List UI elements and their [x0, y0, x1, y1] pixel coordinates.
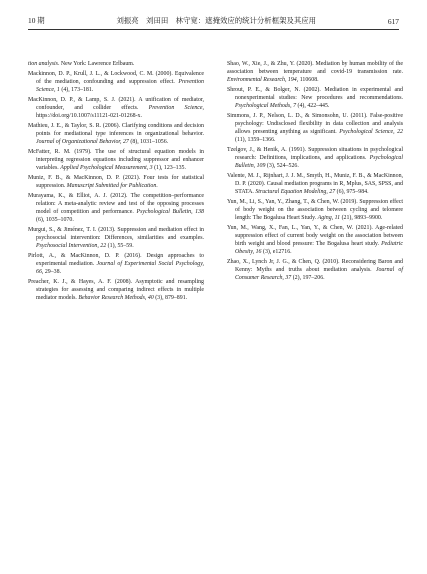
running-header — [28, 12, 399, 26]
reference-entry — [227, 112, 403, 144]
reference-tail: , https://doi.org/10.1007/s11121-021-01268-x. — [36, 105, 204, 120]
issue-number: 10 期 — [28, 16, 45, 25]
reference-source: Journal of Experimental Social Psychology, 66 — [36, 261, 204, 276]
reference-tail: . — [156, 183, 158, 190]
reference-body: Simmons, J. P., Nelson, L. D., & Simonsohn, U. (2011). False-positive psychology: Undisclosed flexibility in data collection and analysis allows presenting anything as significant. — [227, 113, 403, 136]
reference-body: Mackinnon, D. P., Krull, J. L., & Lockwood, C. M. (2000). Equivalence of the mediation, confounding and suppression effect. — [28, 70, 204, 85]
reference-source: tion analysis — [28, 61, 58, 67]
reference-source: Manuscript Submitted for Publication — [66, 183, 157, 190]
reference-source: Psychosocial Intervention, 22 — [36, 243, 107, 250]
reference-entry — [28, 96, 204, 120]
reference-source: Behavior Research Methods, 40 — [78, 295, 154, 302]
page-number: 617 — [387, 17, 399, 26]
reference-source: Applied Psychological Measurement, 3 — [60, 165, 153, 172]
reference-tail: (3), e12716. — [261, 249, 292, 256]
reference-tail: , 29–38. — [41, 269, 62, 276]
reference-entry — [28, 122, 204, 146]
reference-source: Prevention Science, 1 — [36, 78, 204, 94]
reference-tail: . New York: Lawrence Erlbaum. — [57, 61, 135, 67]
reference-tail: (11), 1359–1366. — [235, 137, 276, 144]
reference-column-right — [227, 60, 403, 284]
reference-body: Pirlott, A., & MacKinnon, D. P. (2016). Design approaches to experimental mediation. — [28, 253, 204, 268]
reference-entry — [28, 60, 204, 68]
reference-tail: , 110608. — [296, 77, 319, 84]
reference-body: Preacher, K. J., & Hayes, A. F. (2008). Asymptotic and resampling strategies for assessing and comparing indirect effects in multiple mediator models. — [28, 279, 204, 302]
reference-body: McFatter, R. M. (1979). The use of structural equation models in interpreting regression equations including suppressor and enhancer variables. — [28, 149, 204, 172]
reference-source: Journal of Consumer Research, 37 — [235, 267, 403, 282]
reference-body: Shao, W., Xie, J., & Zhu, Y. (2020). Mediation by human mobility of the association between temperature and covid-19 transmission rate. — [227, 61, 403, 76]
reference-body: Mathieu, J. E., & Taylor, S. R. (2006). Clarifying conditions and decision points for mediational type inferences in organizational behavior. — [28, 123, 204, 138]
reference-entry — [28, 252, 204, 276]
reference-tail: (2), 197–206. — [291, 275, 325, 282]
reference-body: Valente, M. J., Rijnhart, J. J. M., Smyth, H., Muniz, F. B., & MacKinnon, D. P. (2020). Causal mediation programs in R, Mplus, SAS, SPSS, and STATA. — [227, 173, 403, 196]
reference-entry — [28, 278, 204, 302]
reference-tail: (8), 1031–1056. — [128, 139, 169, 146]
reference-source: Journal of Organizational Behavior, 27 — [36, 139, 129, 146]
reference-tail: (1), 123–135. — [152, 165, 186, 172]
reference-entry — [28, 148, 204, 172]
reference-source: Prevention Science — [148, 105, 203, 112]
reference-tail: (3), 879–891. — [153, 295, 188, 302]
reference-body: MacKinnon, D. P., & Lamp, S. J. (2021). A unification of mediator, confounder, and collider effects. — [28, 96, 204, 112]
reference-column-left — [28, 60, 204, 304]
reference-tail: (4), 173–181. — [59, 87, 94, 94]
reference-entry — [227, 224, 403, 256]
reference-tail: (1), 55–59. — [106, 243, 134, 250]
reference-entry — [227, 172, 403, 196]
reference-entry — [28, 174, 204, 190]
reference-body: Tzelgov, J., & Henik, A. (1991). Suppression situations in psychological research: Definitions, implications, and applications. — [227, 147, 403, 162]
reference-source: Psychological Methods, 7 — [235, 103, 297, 110]
reference-body: Yun, M., Wang, X., Fan, L., Yan, Y., & Chen, W. (2021). Age-related suppression effect of current body weight on the association between birth weight and blood pressure: The Bogalusa heart study. — [227, 225, 403, 248]
reference-source: Pediatric Obesity, 16 — [235, 241, 403, 256]
reference-source: Psychological Bulletin, 109 — [235, 155, 403, 170]
reference-entry — [227, 258, 403, 282]
reference-entry — [28, 192, 204, 224]
reference-source: Environmental Research, 194 — [227, 77, 297, 84]
reference-source: Psychological Science, 22 — [339, 129, 403, 136]
reference-source: Psychological Bulletin, 138 — [136, 209, 204, 216]
reference-body: Shrout, P. E., & Bolger, N. (2002). Mediation in experimental and nonexperimental studies: New procedures and recommendations. — [227, 87, 403, 102]
reference-entry — [227, 198, 403, 222]
reference-entry — [28, 70, 204, 94]
reference-body: Zhao, X., Lynch Jr, J. G., & Chen, Q. (2010). Reconsidering Baron and Kenny: Myths and truths about mediation analysis. — [227, 259, 403, 274]
reference-entry — [227, 86, 403, 110]
reference-tail: (6), 1035–1070. — [36, 217, 74, 224]
reference-entry — [227, 60, 403, 84]
header-rule — [28, 29, 399, 30]
reference-body: Yun, M., Li, S., Yan, Y., Zhang, T., & Chen, W. (2019). Suppression effect of body weight on the association between cycling and telomere length: The Bogalusa Heart Study. — [227, 199, 403, 222]
reference-body: Murgui, S., & Jiménez, T. I. (2013). Suppression and mediation effect in psychosocial intervention: Differences, similarities and examples. — [28, 227, 204, 242]
running-title: 刘振亮 刘田田 林守宽：遮掩效应的统计分析框架及其应用 — [116, 16, 317, 25]
reference-tail: (3), 524–526. — [265, 163, 299, 170]
reference-tail: (4), 422–445. — [296, 103, 330, 110]
reference-source: Aging, 11 — [317, 215, 341, 222]
reference-entry — [28, 226, 204, 250]
reference-entry — [227, 146, 403, 170]
reference-source: Structural Equation Modeling, 27 — [255, 189, 336, 196]
reference-body: Murayama, K., & Elliot, A. J. (2012). The competition–performance relation: A meta-analytic review and test of the opposing processes model of competition and performance. — [28, 193, 204, 216]
reference-body: Muniz, F. B., & MacKinnon, D. P. (2021). Four tests for statistical suppression. — [28, 175, 204, 190]
reference-tail: (21), 9893–9900. — [340, 215, 383, 222]
reference-tail: (6), 975–984. — [335, 189, 369, 196]
